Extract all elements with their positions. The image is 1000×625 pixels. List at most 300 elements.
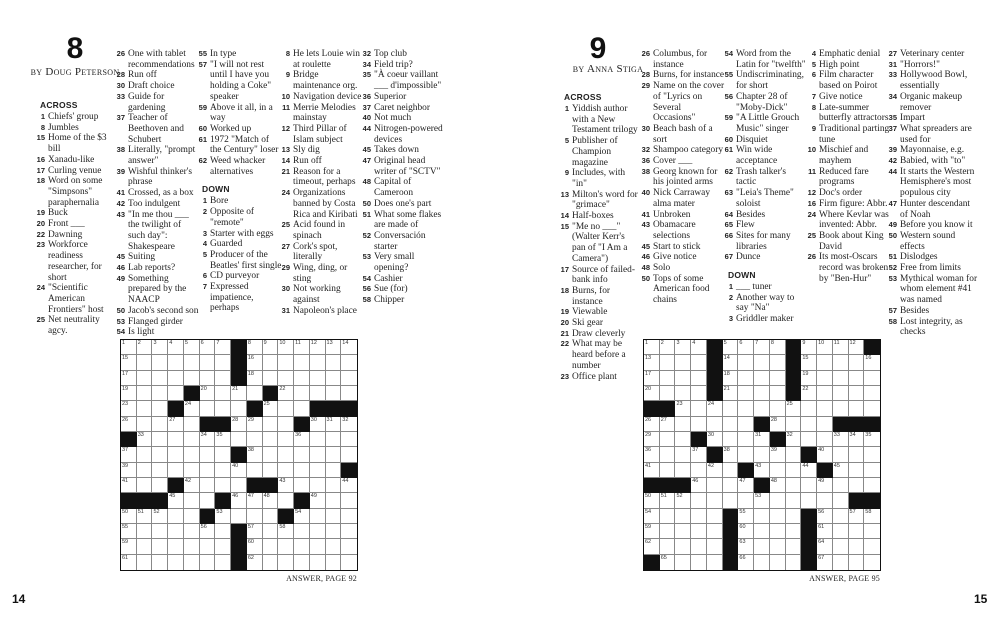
grid-cell[interactable] <box>263 355 279 370</box>
grid-cell[interactable] <box>310 417 326 432</box>
grid-cell[interactable] <box>817 447 833 462</box>
grid-cell[interactable] <box>137 417 153 432</box>
grid-cell[interactable] <box>801 340 817 355</box>
grid-cell[interactable] <box>215 509 231 524</box>
grid-cell[interactable] <box>152 539 168 554</box>
grid-cell[interactable] <box>184 340 200 355</box>
grid-cell[interactable] <box>152 340 168 355</box>
grid-cell[interactable] <box>864 447 880 462</box>
grid-cell[interactable] <box>770 355 786 370</box>
grid-cell[interactable] <box>215 463 231 478</box>
grid-cell[interactable] <box>200 447 216 462</box>
grid-cell[interactable] <box>707 555 723 570</box>
grid-cell[interactable] <box>294 386 310 401</box>
grid-cell[interactable] <box>184 432 200 447</box>
grid-cell[interactable] <box>326 432 342 447</box>
grid-cell[interactable] <box>200 432 216 447</box>
grid-cell[interactable] <box>675 509 691 524</box>
grid-cell[interactable] <box>278 493 294 508</box>
grid-cell[interactable] <box>786 539 802 554</box>
grid-cell[interactable] <box>660 463 676 478</box>
grid-cell[interactable] <box>833 463 849 478</box>
grid-cell[interactable] <box>754 509 770 524</box>
grid-cell[interactable] <box>770 386 786 401</box>
grid-cell[interactable] <box>200 355 216 370</box>
grid-cell[interactable] <box>247 386 263 401</box>
grid-cell[interactable] <box>137 432 153 447</box>
grid-cell[interactable] <box>326 355 342 370</box>
grid-cell[interactable] <box>184 555 200 570</box>
grid-cell[interactable] <box>184 447 200 462</box>
grid-cell[interactable] <box>200 340 216 355</box>
grid-cell[interactable] <box>707 524 723 539</box>
grid-cell[interactable] <box>786 432 802 447</box>
grid-cell[interactable] <box>754 463 770 478</box>
grid-cell[interactable] <box>278 401 294 416</box>
grid-cell[interactable] <box>801 432 817 447</box>
grid-cell[interactable] <box>691 478 707 493</box>
grid-cell[interactable] <box>184 509 200 524</box>
grid-cell[interactable] <box>675 386 691 401</box>
grid-cell[interactable] <box>723 340 739 355</box>
grid-cell[interactable] <box>200 493 216 508</box>
grid-cell[interactable] <box>738 401 754 416</box>
grid-cell[interactable] <box>691 447 707 462</box>
grid-cell[interactable] <box>738 539 754 554</box>
grid-cell[interactable] <box>723 355 739 370</box>
grid-cell[interactable] <box>341 371 357 386</box>
grid-cell[interactable] <box>263 555 279 570</box>
grid-cell[interactable] <box>326 371 342 386</box>
grid-cell[interactable] <box>278 340 294 355</box>
grid-cell[interactable] <box>184 524 200 539</box>
grid-cell[interactable] <box>801 493 817 508</box>
grid-cell[interactable] <box>770 478 786 493</box>
grid-cell[interactable] <box>864 524 880 539</box>
grid-cell[interactable] <box>247 447 263 462</box>
grid-cell[interactable] <box>121 447 137 462</box>
grid-cell[interactable] <box>294 509 310 524</box>
grid-cell[interactable] <box>294 447 310 462</box>
grid-cell[interactable] <box>754 447 770 462</box>
grid-cell[interactable] <box>200 555 216 570</box>
grid-cell[interactable] <box>263 493 279 508</box>
grid-cell[interactable] <box>817 478 833 493</box>
grid-cell[interactable] <box>231 417 247 432</box>
grid-cell[interactable] <box>263 447 279 462</box>
grid-cell[interactable] <box>691 524 707 539</box>
grid-cell[interactable] <box>833 509 849 524</box>
grid-cell[interactable] <box>817 355 833 370</box>
grid-cell[interactable] <box>326 463 342 478</box>
grid-cell[interactable] <box>691 401 707 416</box>
grid-cell[interactable] <box>263 432 279 447</box>
grid-cell[interactable] <box>121 340 137 355</box>
grid-cell[interactable] <box>644 417 660 432</box>
grid-cell[interactable] <box>215 447 231 462</box>
grid-cell[interactable] <box>849 555 865 570</box>
grid-cell[interactable] <box>200 371 216 386</box>
grid-cell[interactable] <box>738 417 754 432</box>
grid-cell[interactable] <box>723 447 739 462</box>
grid-cell[interactable] <box>849 524 865 539</box>
grid-cell[interactable] <box>864 432 880 447</box>
grid-cell[interactable] <box>137 524 153 539</box>
grid-cell[interactable] <box>215 539 231 554</box>
grid-cell[interactable] <box>786 417 802 432</box>
grid-cell[interactable] <box>326 447 342 462</box>
grid-cell[interactable] <box>849 478 865 493</box>
grid-cell[interactable] <box>738 447 754 462</box>
grid-cell[interactable] <box>152 432 168 447</box>
grid-cell[interactable] <box>168 524 184 539</box>
grid-cell[interactable] <box>184 355 200 370</box>
grid-cell[interactable] <box>152 401 168 416</box>
grid-cell[interactable] <box>754 386 770 401</box>
grid-cell[interactable] <box>770 555 786 570</box>
grid-cell[interactable] <box>278 371 294 386</box>
grid-cell[interactable] <box>770 371 786 386</box>
grid-cell[interactable] <box>770 539 786 554</box>
grid-cell[interactable] <box>738 371 754 386</box>
grid-cell[interactable] <box>121 539 137 554</box>
grid-cell[interactable] <box>801 371 817 386</box>
grid-cell[interactable] <box>341 447 357 462</box>
grid-cell[interactable] <box>231 509 247 524</box>
grid-cell[interactable] <box>168 539 184 554</box>
grid-cell[interactable] <box>786 493 802 508</box>
grid-cell[interactable] <box>200 524 216 539</box>
grid-cell[interactable] <box>675 355 691 370</box>
grid-cell[interactable] <box>675 524 691 539</box>
grid-cell[interactable] <box>168 340 184 355</box>
grid-cell[interactable] <box>644 493 660 508</box>
grid-cell[interactable] <box>849 432 865 447</box>
grid-cell[interactable] <box>121 401 137 416</box>
grid-cell[interactable] <box>200 539 216 554</box>
grid-cell[interactable] <box>723 432 739 447</box>
grid-cell[interactable] <box>137 555 153 570</box>
grid-cell[interactable] <box>738 432 754 447</box>
grid-cell[interactable] <box>864 509 880 524</box>
grid-cell[interactable] <box>184 371 200 386</box>
grid-cell[interactable] <box>849 401 865 416</box>
grid-cell[interactable] <box>849 463 865 478</box>
grid-cell[interactable] <box>152 371 168 386</box>
grid-cell[interactable] <box>168 355 184 370</box>
grid-cell[interactable] <box>341 493 357 508</box>
grid-cell[interactable] <box>326 555 342 570</box>
grid-cell[interactable] <box>278 555 294 570</box>
grid-cell[interactable] <box>263 463 279 478</box>
grid-cell[interactable] <box>200 386 216 401</box>
grid-cell[interactable] <box>310 386 326 401</box>
grid-cell[interactable] <box>278 386 294 401</box>
grid-cell[interactable] <box>310 524 326 539</box>
grid-cell[interactable] <box>247 493 263 508</box>
grid-cell[interactable] <box>675 539 691 554</box>
grid-cell[interactable] <box>707 432 723 447</box>
grid-cell[interactable] <box>184 401 200 416</box>
grid-cell[interactable] <box>754 524 770 539</box>
grid-cell[interactable] <box>200 463 216 478</box>
grid-cell[interactable] <box>817 340 833 355</box>
grid-cell[interactable] <box>833 493 849 508</box>
grid-cell[interactable] <box>801 355 817 370</box>
grid-cell[interactable] <box>770 447 786 462</box>
grid-cell[interactable] <box>660 417 676 432</box>
grid-cell[interactable] <box>278 447 294 462</box>
grid-cell[interactable] <box>786 463 802 478</box>
grid-cell[interactable] <box>707 417 723 432</box>
grid-cell[interactable] <box>152 555 168 570</box>
grid-cell[interactable] <box>294 539 310 554</box>
grid-cell[interactable] <box>723 401 739 416</box>
grid-cell[interactable] <box>833 539 849 554</box>
grid-cell[interactable] <box>644 371 660 386</box>
grid-cell[interactable] <box>817 555 833 570</box>
grid-cell[interactable] <box>817 386 833 401</box>
grid-cell[interactable] <box>184 493 200 508</box>
grid-cell[interactable] <box>786 478 802 493</box>
grid-cell[interactable] <box>707 493 723 508</box>
grid-cell[interactable] <box>660 386 676 401</box>
grid-cell[interactable] <box>817 417 833 432</box>
grid-cell[interactable] <box>723 386 739 401</box>
grid-cell[interactable] <box>675 555 691 570</box>
grid-cell[interactable] <box>247 432 263 447</box>
grid-cell[interactable] <box>294 371 310 386</box>
grid-cell[interactable] <box>121 463 137 478</box>
grid-cell[interactable] <box>738 555 754 570</box>
grid-cell[interactable] <box>864 386 880 401</box>
grid-cell[interactable] <box>754 401 770 416</box>
grid-cell[interactable] <box>137 386 153 401</box>
grid-cell[interactable] <box>168 386 184 401</box>
grid-cell[interactable] <box>278 355 294 370</box>
grid-cell[interactable] <box>278 417 294 432</box>
grid-cell[interactable] <box>215 478 231 493</box>
grid-cell[interactable] <box>849 509 865 524</box>
grid-cell[interactable] <box>326 478 342 493</box>
grid-cell[interactable] <box>660 355 676 370</box>
grid-cell[interactable] <box>833 355 849 370</box>
grid-cell[interactable] <box>263 401 279 416</box>
grid-cell[interactable] <box>121 478 137 493</box>
grid-cell[interactable] <box>770 463 786 478</box>
grid-cell[interactable] <box>341 432 357 447</box>
grid-cell[interactable] <box>849 355 865 370</box>
grid-cell[interactable] <box>660 371 676 386</box>
grid-cell[interactable] <box>644 509 660 524</box>
grid-cell[interactable] <box>644 432 660 447</box>
grid-cell[interactable] <box>263 371 279 386</box>
grid-cell[interactable] <box>660 509 676 524</box>
grid-cell[interactable] <box>247 463 263 478</box>
grid-cell[interactable] <box>864 463 880 478</box>
grid-cell[interactable] <box>864 555 880 570</box>
grid-cell[interactable] <box>247 417 263 432</box>
grid-cell[interactable] <box>801 386 817 401</box>
grid-cell[interactable] <box>326 509 342 524</box>
grid-cell[interactable] <box>215 386 231 401</box>
grid-cell[interactable] <box>152 478 168 493</box>
grid-cell[interactable] <box>754 340 770 355</box>
grid-cell[interactable] <box>310 539 326 554</box>
grid-cell[interactable] <box>644 463 660 478</box>
grid-cell[interactable] <box>691 493 707 508</box>
grid-cell[interactable] <box>754 432 770 447</box>
grid-cell[interactable] <box>137 371 153 386</box>
grid-cell[interactable] <box>215 401 231 416</box>
grid-cell[interactable] <box>278 478 294 493</box>
grid-cell[interactable] <box>184 463 200 478</box>
grid-cell[interactable] <box>754 555 770 570</box>
grid-cell[interactable] <box>754 539 770 554</box>
grid-cell[interactable] <box>168 509 184 524</box>
grid-cell[interactable] <box>310 355 326 370</box>
grid-cell[interactable] <box>294 340 310 355</box>
grid-cell[interactable] <box>691 355 707 370</box>
grid-cell[interactable] <box>137 447 153 462</box>
grid-cell[interactable] <box>341 555 357 570</box>
grid-cell[interactable] <box>864 478 880 493</box>
grid-cell[interactable] <box>184 539 200 554</box>
grid-cell[interactable] <box>168 447 184 462</box>
grid-cell[interactable] <box>294 432 310 447</box>
grid-cell[interactable] <box>121 417 137 432</box>
grid-cell[interactable] <box>691 340 707 355</box>
grid-cell[interactable] <box>310 493 326 508</box>
grid-cell[interactable] <box>817 401 833 416</box>
grid-cell[interactable] <box>215 355 231 370</box>
grid-cell[interactable] <box>278 539 294 554</box>
grid-cell[interactable] <box>215 340 231 355</box>
grid-cell[interactable] <box>294 524 310 539</box>
grid-cell[interactable] <box>341 509 357 524</box>
grid-cell[interactable] <box>644 539 660 554</box>
grid-cell[interactable] <box>326 417 342 432</box>
grid-cell[interactable] <box>184 417 200 432</box>
grid-cell[interactable] <box>121 524 137 539</box>
grid-cell[interactable] <box>644 355 660 370</box>
grid-cell[interactable] <box>675 371 691 386</box>
grid-cell[interactable] <box>247 371 263 386</box>
grid-cell[interactable] <box>833 401 849 416</box>
grid-cell[interactable] <box>707 539 723 554</box>
grid-cell[interactable] <box>801 417 817 432</box>
grid-cell[interactable] <box>849 371 865 386</box>
grid-cell[interactable] <box>849 386 865 401</box>
grid-cell[interactable] <box>247 340 263 355</box>
grid-cell[interactable] <box>231 493 247 508</box>
grid-cell[interactable] <box>770 340 786 355</box>
grid-cell[interactable] <box>707 509 723 524</box>
grid-cell[interactable] <box>168 463 184 478</box>
grid-cell[interactable] <box>754 493 770 508</box>
grid-cell[interactable] <box>833 555 849 570</box>
grid-cell[interactable] <box>660 555 676 570</box>
grid-cell[interactable] <box>341 386 357 401</box>
grid-cell[interactable] <box>326 539 342 554</box>
grid-cell[interactable] <box>691 539 707 554</box>
grid-cell[interactable] <box>675 401 691 416</box>
grid-cell[interactable] <box>786 447 802 462</box>
grid-cell[interactable] <box>770 417 786 432</box>
grid-cell[interactable] <box>137 401 153 416</box>
grid-cell[interactable] <box>247 555 263 570</box>
grid-cell[interactable] <box>341 524 357 539</box>
grid-cell[interactable] <box>849 340 865 355</box>
grid-cell[interactable] <box>675 432 691 447</box>
grid-cell[interactable] <box>864 401 880 416</box>
grid-cell[interactable] <box>263 340 279 355</box>
grid-cell[interactable] <box>660 447 676 462</box>
grid-cell[interactable] <box>310 340 326 355</box>
grid-cell[interactable] <box>152 509 168 524</box>
grid-cell[interactable] <box>310 447 326 462</box>
grid-cell[interactable] <box>247 355 263 370</box>
grid-cell[interactable] <box>675 447 691 462</box>
grid-cell[interactable] <box>168 493 184 508</box>
grid-cell[interactable] <box>723 417 739 432</box>
grid-cell[interactable] <box>310 463 326 478</box>
grid-cell[interactable] <box>864 355 880 370</box>
grid-cell[interactable] <box>660 432 676 447</box>
grid-cell[interactable] <box>263 539 279 554</box>
grid-cell[interactable] <box>833 478 849 493</box>
grid-cell[interactable] <box>723 493 739 508</box>
grid-cell[interactable] <box>770 509 786 524</box>
grid-cell[interactable] <box>247 509 263 524</box>
grid-cell[interactable] <box>263 509 279 524</box>
grid-cell[interactable] <box>168 371 184 386</box>
grid-cell[interactable] <box>738 493 754 508</box>
grid-cell[interactable] <box>215 432 231 447</box>
grid-cell[interactable] <box>200 478 216 493</box>
grid-cell[interactable] <box>770 401 786 416</box>
grid-cell[interactable] <box>184 478 200 493</box>
grid-cell[interactable] <box>137 340 153 355</box>
grid-cell[interactable] <box>341 417 357 432</box>
grid-cell[interactable] <box>754 371 770 386</box>
grid-cell[interactable] <box>691 417 707 432</box>
grid-cell[interactable] <box>644 447 660 462</box>
grid-cell[interactable] <box>341 340 357 355</box>
grid-cell[interactable] <box>326 493 342 508</box>
grid-cell[interactable] <box>770 493 786 508</box>
grid-cell[interactable] <box>707 401 723 416</box>
grid-cell[interactable] <box>691 386 707 401</box>
grid-cell[interactable] <box>675 493 691 508</box>
grid-cell[interactable] <box>738 386 754 401</box>
grid-cell[interactable] <box>644 386 660 401</box>
grid-cell[interactable] <box>833 432 849 447</box>
grid-cell[interactable] <box>691 555 707 570</box>
grid-cell[interactable] <box>833 447 849 462</box>
grid-cell[interactable] <box>723 463 739 478</box>
grid-cell[interactable] <box>294 555 310 570</box>
grid-cell[interactable] <box>137 463 153 478</box>
grid-cell[interactable] <box>754 355 770 370</box>
grid-cell[interactable] <box>263 417 279 432</box>
grid-cell[interactable] <box>675 340 691 355</box>
grid-cell[interactable] <box>660 539 676 554</box>
grid-cell[interactable] <box>231 386 247 401</box>
grid-cell[interactable] <box>231 463 247 478</box>
grid-cell[interactable] <box>121 355 137 370</box>
grid-cell[interactable] <box>231 478 247 493</box>
